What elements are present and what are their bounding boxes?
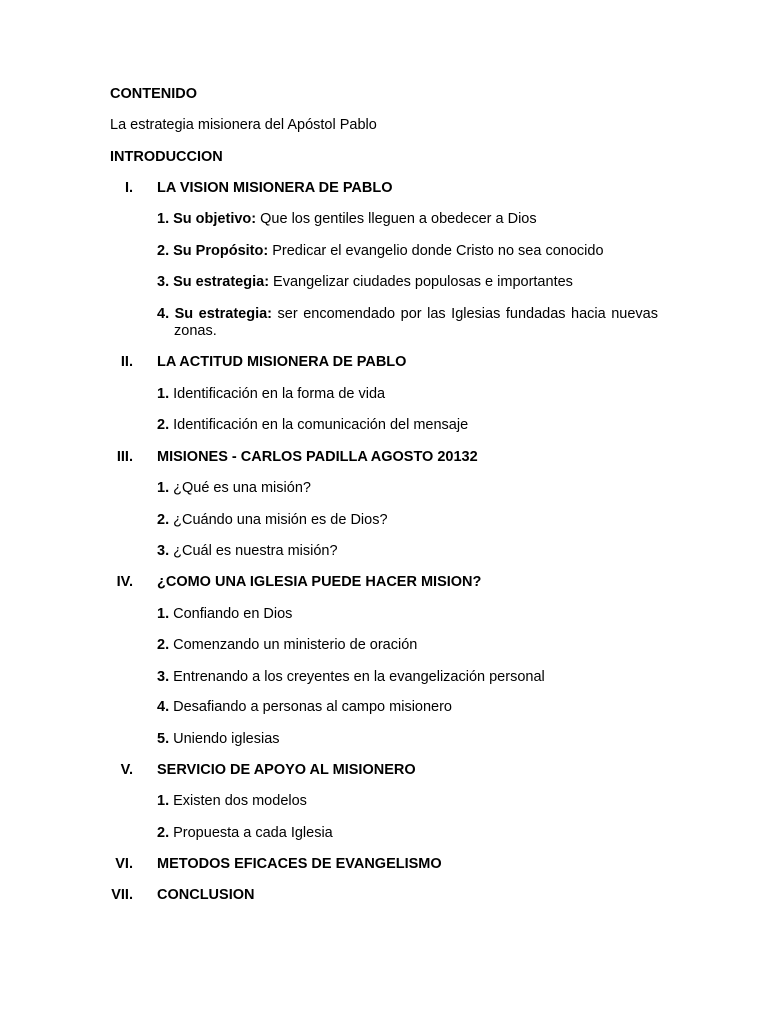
document-subtitle: La estrategia misionera del Apóstol Pablo bbox=[110, 117, 377, 133]
item-text: Comenzando un ministerio de oración bbox=[169, 637, 418, 653]
item-number: 4. bbox=[157, 699, 170, 715]
item-number: 2. bbox=[157, 825, 170, 841]
section-numeral: III. bbox=[116, 449, 133, 465]
item-text: ¿Cuándo una misión es de Dios? bbox=[169, 512, 388, 528]
item-number: 3. bbox=[157, 274, 170, 290]
section-numeral: VII. bbox=[111, 887, 133, 903]
item-number: 3. bbox=[157, 669, 170, 685]
list-item bbox=[157, 731, 658, 748]
list-item bbox=[157, 417, 658, 434]
list-item bbox=[157, 512, 658, 529]
section-numeral: IV. bbox=[116, 574, 133, 590]
list-item bbox=[157, 669, 658, 686]
item-text: Existen dos modelos bbox=[169, 793, 307, 809]
list-item bbox=[157, 699, 658, 716]
item-text: Identificación en la forma de vida bbox=[169, 386, 386, 402]
item-text: ¿Cuál es nuestra misión? bbox=[169, 543, 338, 559]
item-number: 5. bbox=[157, 731, 170, 747]
item-label: Su objetivo: bbox=[173, 211, 257, 227]
list-item bbox=[157, 306, 658, 340]
item-text: ser encomendado por las Iglesias fundadas hacia nuevas zonas. bbox=[174, 306, 658, 339]
item-label: Su estrategia: bbox=[174, 306, 273, 322]
item-number: 1. bbox=[157, 386, 170, 402]
item-text: Que los gentiles lleguen a obedecer a Dios bbox=[256, 211, 537, 227]
section-title: CONCLUSION bbox=[157, 887, 255, 903]
list-item bbox=[157, 243, 658, 260]
item-text: Propuesta a cada Iglesia bbox=[169, 825, 333, 841]
list-item bbox=[157, 793, 658, 810]
section-title: LA ACTITUD MISIONERA DE PABLO bbox=[157, 354, 407, 370]
item-text: Identificación en la comunicación del mensaje bbox=[169, 417, 469, 433]
item-number: 4. bbox=[157, 306, 170, 322]
section-title: ¿COMO UNA IGLESIA PUEDE HACER MISION? bbox=[157, 574, 482, 590]
list-item bbox=[157, 480, 658, 497]
contents-heading: CONTENIDO bbox=[110, 86, 197, 102]
item-number: 2. bbox=[157, 512, 170, 528]
list-item bbox=[157, 606, 658, 623]
section-title: LA VISION MISIONERA DE PABLO bbox=[157, 180, 393, 196]
section-numeral: V. bbox=[120, 762, 133, 778]
item-number: 1. bbox=[157, 793, 170, 809]
item-text: ¿Qué es una misión? bbox=[169, 480, 311, 496]
item-text: Confiando en Dios bbox=[169, 606, 293, 622]
list-item bbox=[157, 211, 658, 228]
item-number: 1. bbox=[157, 480, 170, 496]
list-item bbox=[157, 543, 658, 560]
section-numeral: VI. bbox=[115, 856, 133, 872]
section-title: MISIONES - CARLOS PADILLA AGOSTO 20132 bbox=[157, 449, 478, 465]
section-title: SERVICIO DE APOYO AL MISIONERO bbox=[157, 762, 416, 778]
item-number: 1. bbox=[157, 211, 170, 227]
item-number: 2. bbox=[157, 637, 170, 653]
item-number: 2. bbox=[157, 417, 170, 433]
item-label: Su Propósito: bbox=[173, 243, 269, 259]
section-numeral: II. bbox=[120, 354, 133, 370]
item-label: Su estrategia: bbox=[173, 274, 270, 290]
item-text: Evangelizar ciudades populosas e importantes bbox=[269, 274, 573, 290]
item-number: 1. bbox=[157, 606, 170, 622]
list-item bbox=[157, 386, 658, 403]
list-item bbox=[157, 637, 658, 654]
item-text: Uniendo iglesias bbox=[169, 731, 280, 747]
item-text: Predicar el evangelio donde Cristo no sea conocido bbox=[268, 243, 604, 259]
item-number: 3. bbox=[157, 543, 170, 559]
introduction-heading: INTRODUCCION bbox=[110, 149, 223, 165]
list-item bbox=[157, 825, 658, 842]
item-number: 2. bbox=[157, 243, 170, 259]
list-item bbox=[157, 274, 658, 291]
item-text: Desafiando a personas al campo misionero bbox=[169, 699, 452, 715]
item-text: Entrenando a los creyentes en la evangelización personal bbox=[169, 669, 545, 685]
section-numeral: I. bbox=[124, 180, 133, 196]
section-title: METODOS EFICACES DE EVANGELISMO bbox=[157, 856, 442, 872]
